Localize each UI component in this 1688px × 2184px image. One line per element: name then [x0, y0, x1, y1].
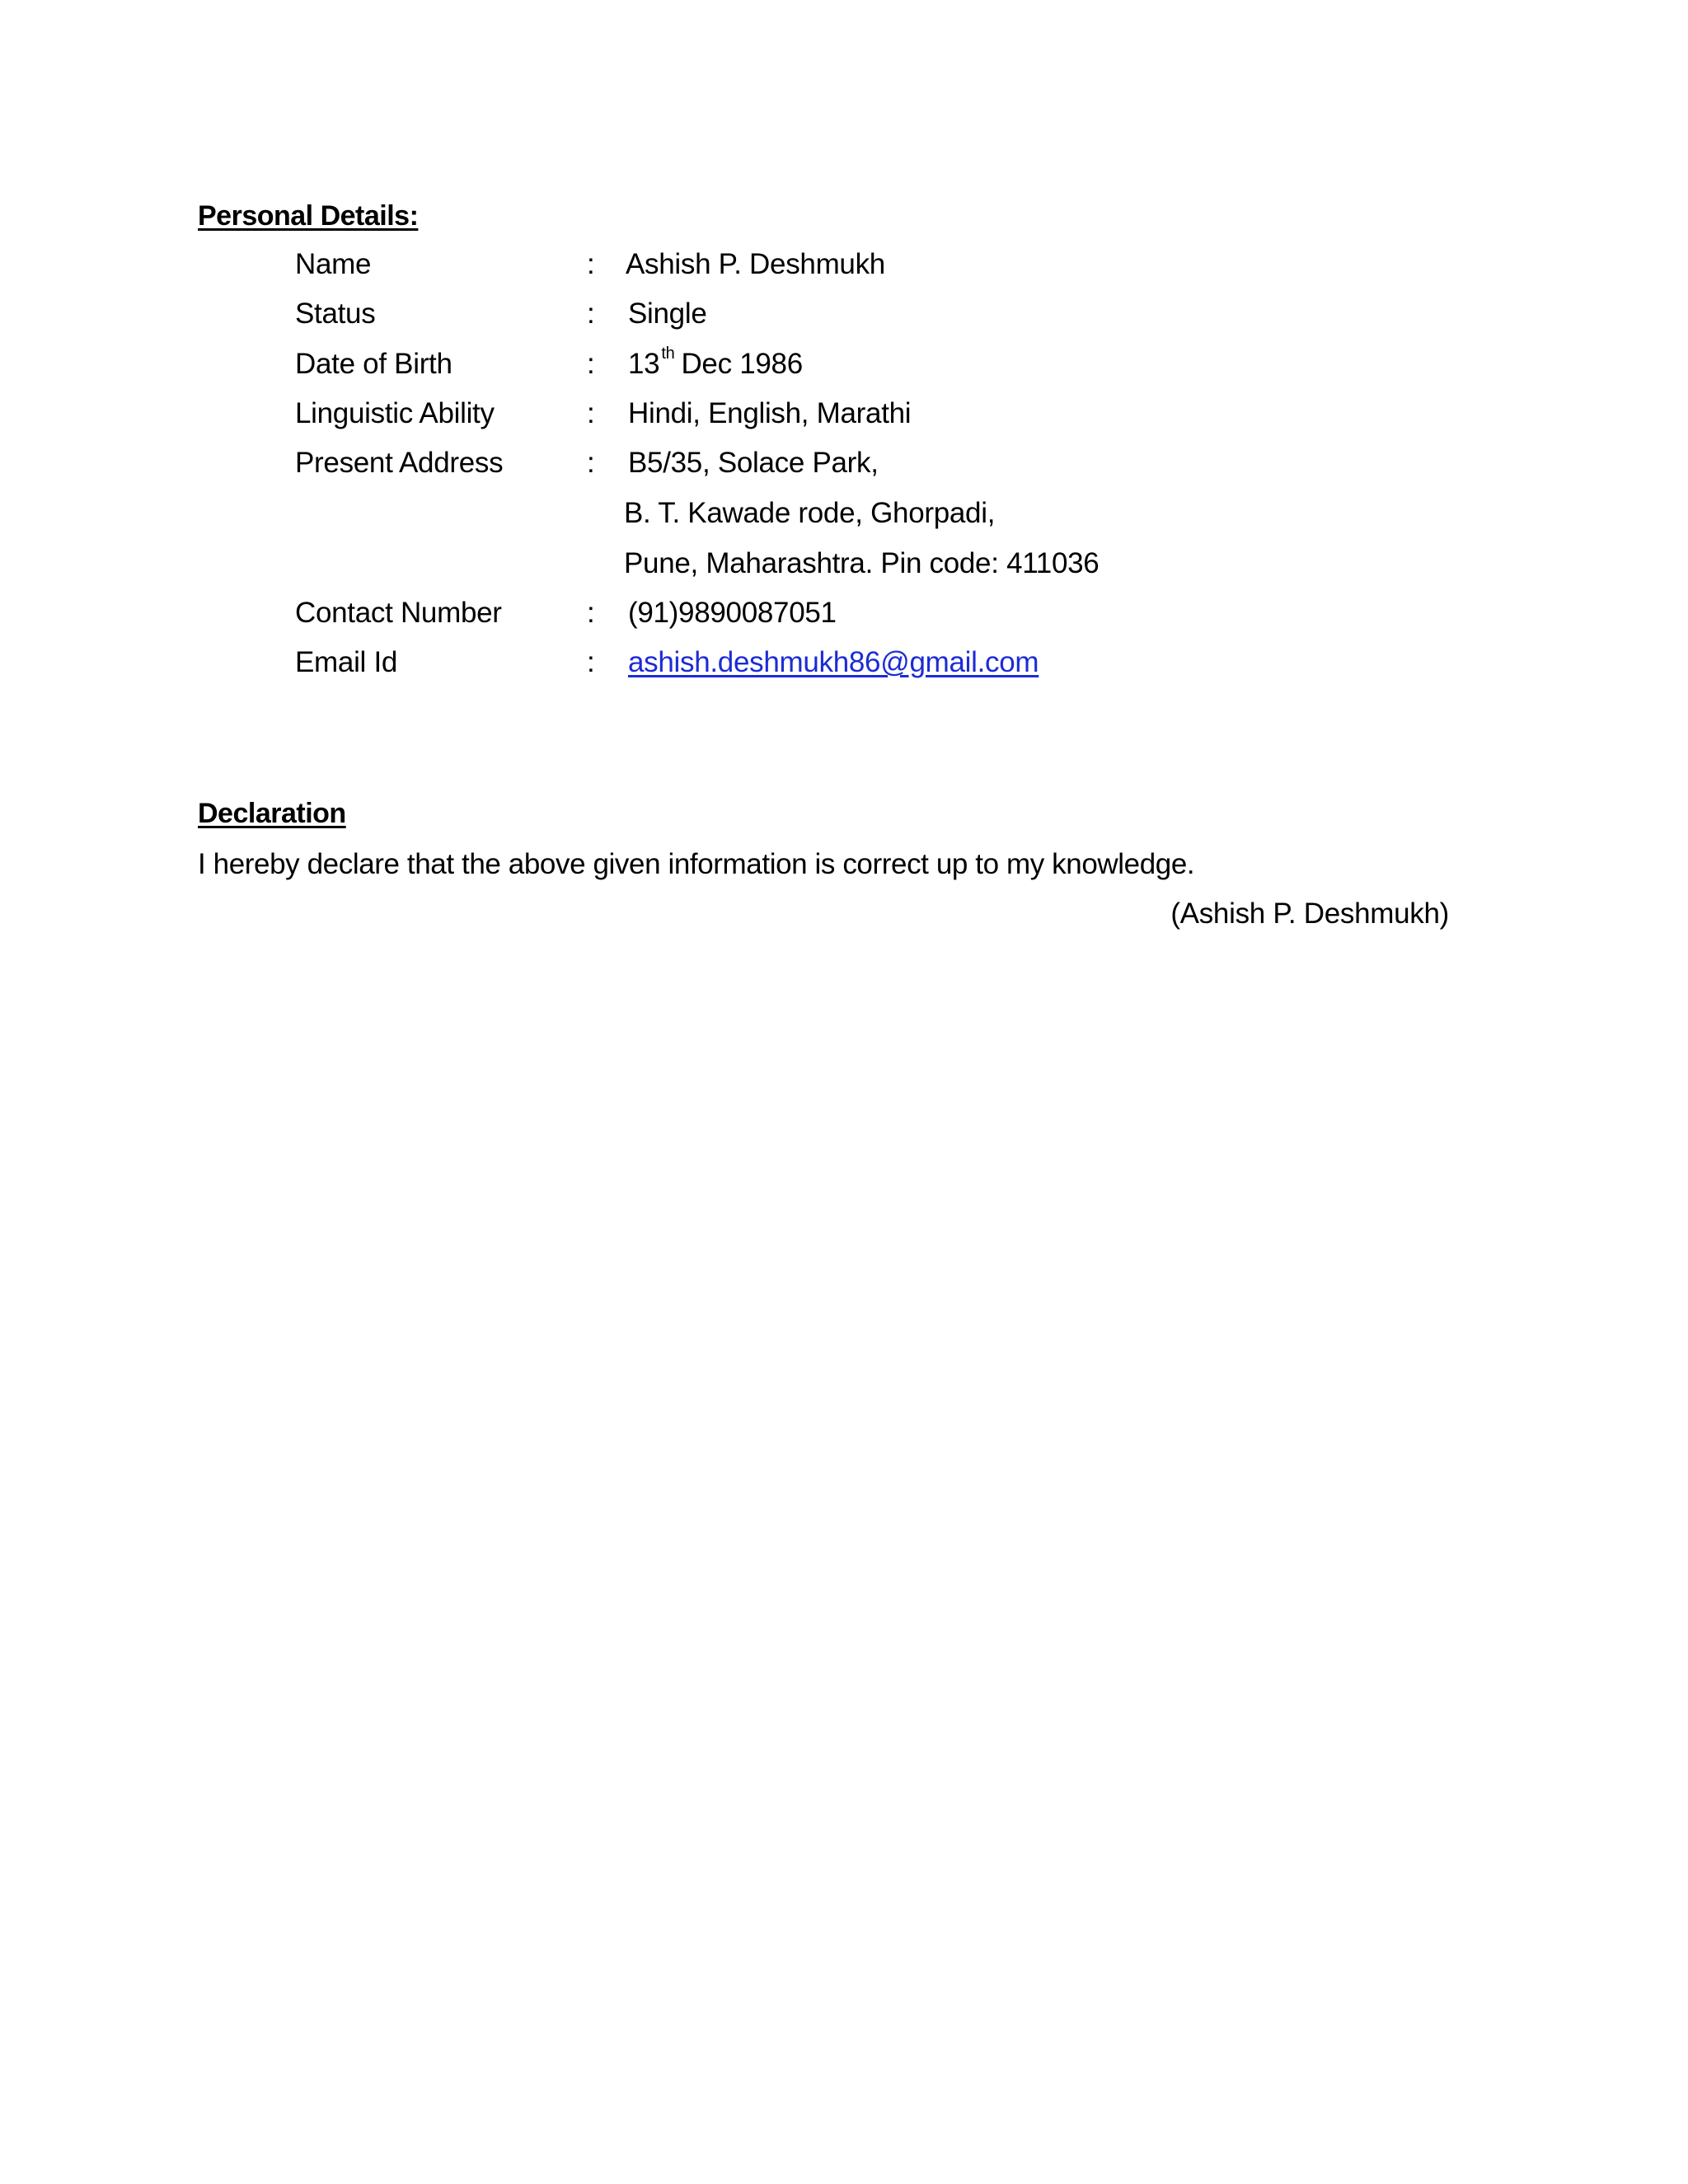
- name-value: Ashish P. Deshmukh: [626, 248, 885, 280]
- signature: (Ashish P. Deshmukh): [1170, 898, 1449, 930]
- declaration-heading: Declaration: [198, 798, 346, 829]
- email-colon: :: [587, 646, 595, 678]
- dob-day-suffix: th: [661, 344, 675, 363]
- linguistic-ability-colon: :: [587, 397, 595, 429]
- linguistic-ability-label: Linguistic Ability: [295, 397, 495, 429]
- contact-number-value: (91)9890087051: [628, 597, 837, 629]
- status-colon: :: [587, 298, 595, 330]
- dob-value: [628, 344, 803, 381]
- declaration-text: I hereby declare that the above given information is correct up to my knowledge.: [198, 848, 1195, 880]
- personal-details-heading: Personal Details:: [198, 200, 419, 232]
- status-label: Status: [295, 298, 376, 330]
- email-value: [628, 646, 1039, 679]
- contact-number-label: Contact Number: [295, 597, 502, 629]
- present-address-colon: :: [587, 447, 595, 479]
- name-colon: :: [587, 248, 595, 280]
- dob-colon: :: [587, 348, 595, 380]
- linguistic-ability-value: Hindi, English, Marathi: [628, 397, 912, 429]
- dob-label: Date of Birth: [295, 348, 452, 380]
- present-address-line-1: B5/35, Solace Park,: [628, 447, 879, 479]
- status-value: Single: [628, 298, 707, 330]
- dob-day: 13: [628, 348, 660, 380]
- contact-number-colon: :: [587, 597, 595, 629]
- email-label: Email Id: [295, 646, 398, 678]
- dob-month-year: Dec 1986: [681, 348, 803, 380]
- present-address-line-2: B. T. Kawade rode, Ghorpadi,: [624, 497, 996, 529]
- present-address-label: Present Address: [295, 447, 504, 479]
- present-address-line-3: Pune, Maharashtra. Pin code: 411036: [624, 547, 1100, 579]
- name-label: Name: [295, 248, 372, 280]
- email-link[interactable]: ashish.deshmukh86@gmail.com: [628, 646, 1039, 678]
